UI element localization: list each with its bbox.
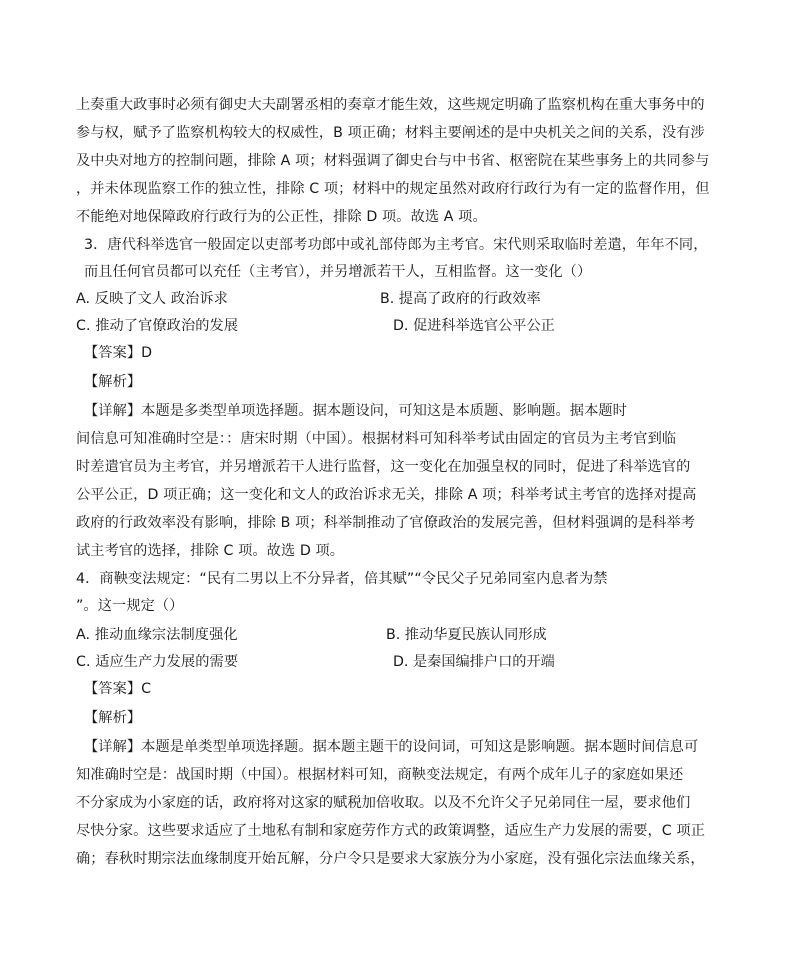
q4-option-a: A. 推动血缘宗法制度强化 xyxy=(76,627,238,643)
q4-detail-line-5: 确；春秋时期宗法血缘制度开始瓦解，分户令只是要求大家族分为小家庭，没有强化宗法血缘关系， xyxy=(76,851,705,867)
q3-detail-line-2: 间信息可知准确时空是：：唐宋时期（中国）。根据材料可知科举考试由固定的官员为主考官到临 xyxy=(76,431,677,447)
q3-stem-line-2: 而且任何官员都可以充任（主考官），并另增派若干人，互相监督。这一变化（） xyxy=(84,264,592,280)
intro-line-2: 参与权，赋予了监察机构较大的权威性，B 项正确；材料主要阐述的是中央机关之间的关系，没有涉 xyxy=(76,125,705,141)
q4-stem-line-1: 4．商鞅变法规定：“民有二男以上不分异者，倍其赋”“令民父子兄弟同室内息者为禁 xyxy=(76,571,608,587)
q4-option-d: D. 是秦国编排户口的开端 xyxy=(393,654,555,670)
q3-option-d: D. 促进科举选官公平公正 xyxy=(393,318,555,334)
q4-option-b: B. 推动华夏民族认同形成 xyxy=(386,627,547,643)
q3-detail-line-3: 时差遣官员为主考官，并另增派若干人进行监督，这一变化在加强皇权的同时，促进了科举选官的 xyxy=(76,459,691,475)
intro-line-3: 及中央对地方的控制问题，排除 A 项；材料强调了御史台与中书省、枢密院在某些事务上的共同参与 xyxy=(76,153,710,169)
q4-answer: 【答案】C xyxy=(84,681,152,697)
q3-detail-line-4: 公平公正，D 项正确；这一变化和文人的政治诉求无关，排除 A 项；科举考试主考官的选择对提高 xyxy=(76,487,697,503)
q3-stem-line-1: 3．唐代科举选官一般固定以吏部考功郎中或礼部侍郎为主考官。宋代则采取临时差遣，年年不同， xyxy=(84,237,708,253)
q4-analysis-label: 【解析】 xyxy=(84,710,142,726)
q3-option-b: B. 提高了政府的行政效率 xyxy=(380,291,541,307)
q3-detail-line-5: 政府的行政效率没有影响，排除 B 项；科举制推动了官僚政治的发展完善，但材料强调的是科举考 xyxy=(76,515,696,531)
q3-option-c: C. 推动了官僚政治的发展 xyxy=(76,318,239,334)
q4-detail-line-2: 知准确时空是：战国时期（中国）。根据材料可知，商鞅变法规定，有两个成年儿子的家庭如果还 xyxy=(76,767,684,783)
q4-stem-line-2: ”。这一规定（） xyxy=(76,598,184,614)
q3-option-a: A. 反映了文人 政治诉求 xyxy=(76,291,228,307)
q4-option-c: C. 适应生产力发展的需要 xyxy=(76,654,239,670)
q3-detail-line-1: 【详解】本题是多类型单项选择题。据本题设问，可知这是本质题、影响题。据本题时 xyxy=(84,403,627,419)
intro-line-5: 不能绝对地保障政府行政行为的公正性，排除 D 项。故选 A 项。 xyxy=(76,209,487,225)
intro-line-1: 上奏重大政事时必须有御史大夫副署丞相的奏章才能生效，这些规定明确了监察机构在重大事务中的 xyxy=(76,97,705,113)
q3-analysis-label: 【解析】 xyxy=(84,374,142,390)
q3-detail-line-6: 试主考官的选择，排除 C 项。故选 D 项。 xyxy=(76,543,345,559)
q4-detail-line-4: 尽快分家。这些要求适应了土地私有制和家庭劳作方式的政策调整，适应生产力发展的需要，C 项正 xyxy=(76,823,705,839)
intro-line-4: ，并未体现监察工作的独立性，排除 C 项；材料中的规定虽然对政府行政行为有一定的监督作用，但 xyxy=(76,181,710,197)
q4-detail-line-1: 【详解】本题是单类型单项选择题。据本题主题干的设问词，可知这是影响题。据本题时间信息可 xyxy=(84,739,699,755)
q4-detail-line-3: 不分家成为小家庭的话，政府将对这家的赋税加倍收取。以及不允许父子兄弟同住一屋，要求他们 xyxy=(76,795,691,811)
q3-answer: 【答案】D xyxy=(84,345,153,361)
